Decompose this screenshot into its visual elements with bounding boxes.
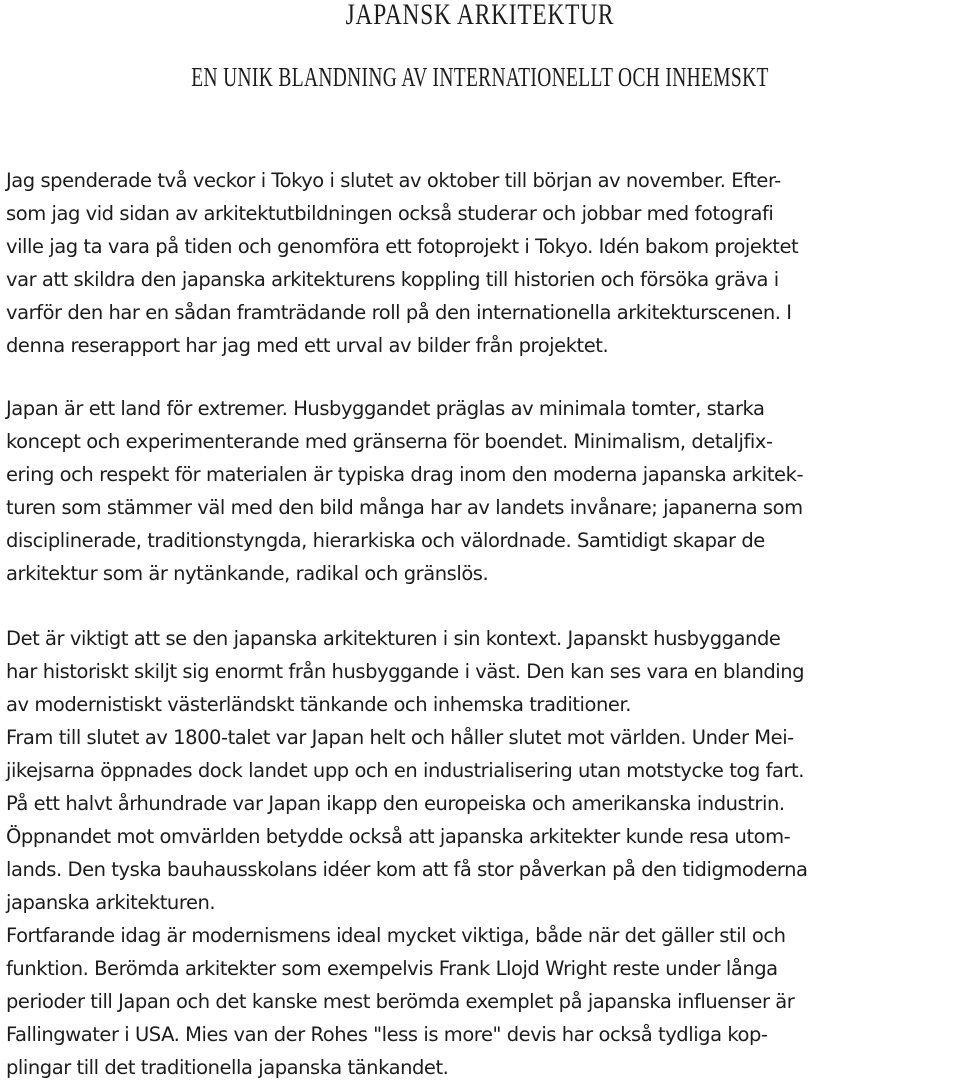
text-line: jikejsarna öppnades dock landet upp och en industrialisering utan motstycke tog fart. — [6, 759, 804, 782]
paragraph-context — [6, 622, 958, 1084]
paragraph-intro — [6, 164, 958, 362]
text-line: som jag vid sidan av arkitektutbildningen också studerar och jobbar med fotografi — [6, 202, 774, 225]
text-line: Öppnandet mot omvärlden betydde också att japanska arkitekter kunde resa utom- — [6, 825, 791, 848]
page-title: JAPANSK ARKITEKTUR — [345, 0, 615, 31]
paragraph-extremes — [6, 392, 958, 590]
text-line: japanska arkitekturen. — [6, 891, 216, 914]
text-line: Jag spenderade två veckor i Tokyo i slutet av oktober till början av november. Efter- — [6, 169, 781, 192]
text-line: Fortfarande idag är modernismens ideal mycket viktiga, både när det gäller stil och — [6, 924, 786, 947]
page-subtitle: EN UNIK BLANDNING AV INTERNATIONELLT OCH INHEMSKT — [191, 62, 769, 92]
text-line: lands. Den tyska bauhausskolans idéer kom att få stor påverkan på den tidigmoderna — [6, 858, 808, 881]
text-line: Japan är ett land för extremer. Husbyggandet präglas av minimala tomter, starka — [6, 397, 765, 420]
text-line: ville jag ta vara på tiden och genomföra ett fotoprojekt i Tokyo. Idén bakom projektet — [6, 235, 799, 258]
text-line: var att skildra den japanska arkitekturens koppling till historien och försöka gräva i — [6, 268, 779, 291]
text-line: funktion. Berömda arkitekter som exempelvis Frank Llojd Wright reste under långa — [6, 957, 778, 980]
text-line: På ett halvt århundrade var Japan ikapp den europeiska och amerikanska industrin. — [6, 792, 785, 815]
text-line: varför den har en sådan framträdande roll på den internationella arkitekturscenen. I — [6, 301, 792, 324]
text-line: turen som stämmer väl med den bild många har av landets invånare; japanerna som — [6, 496, 803, 519]
text-line: arkitektur som är nytänkande, radikal och gränslös. — [6, 562, 489, 585]
text-line: perioder till Japan och det kanske mest berömda exemplet på japanska influenser är — [6, 990, 795, 1013]
text-line: koncept och experimenterande med gränserna för boendet. Minimalism, detaljfix- — [6, 430, 773, 453]
text-line: disciplinerade, traditionstyngda, hierarkiska och välordnade. Samtidigt skapar de — [6, 529, 765, 552]
text-line: Fallingwater i USA. Mies van der Rohes "less is more" devis har också tydliga kop- — [6, 1023, 768, 1046]
text-line: plingar till det traditionella japanska tänkandet. — [6, 1056, 449, 1079]
text-line: Det är viktigt att se den japanska arkitekturen i sin kontext. Japanskt husbyggande — [6, 627, 781, 650]
text-line: har historiskt skiljt sig enormt från husbyggande i väst. Den kan ses vara en blanding — [6, 660, 805, 683]
text-line: av modernistiskt västerländskt tänkande och inhemska traditioner. — [6, 693, 631, 716]
text-line: Fram till slutet av 1800-talet var Japan helt och håller slutet mot världen. Under Mei- — [6, 726, 794, 749]
text-line: ering och respekt för materialen är typiska drag inom den moderna japanska arkitek- — [6, 463, 804, 486]
text-line: denna reserapport har jag med ett urval av bilder från projektet. — [6, 334, 609, 357]
